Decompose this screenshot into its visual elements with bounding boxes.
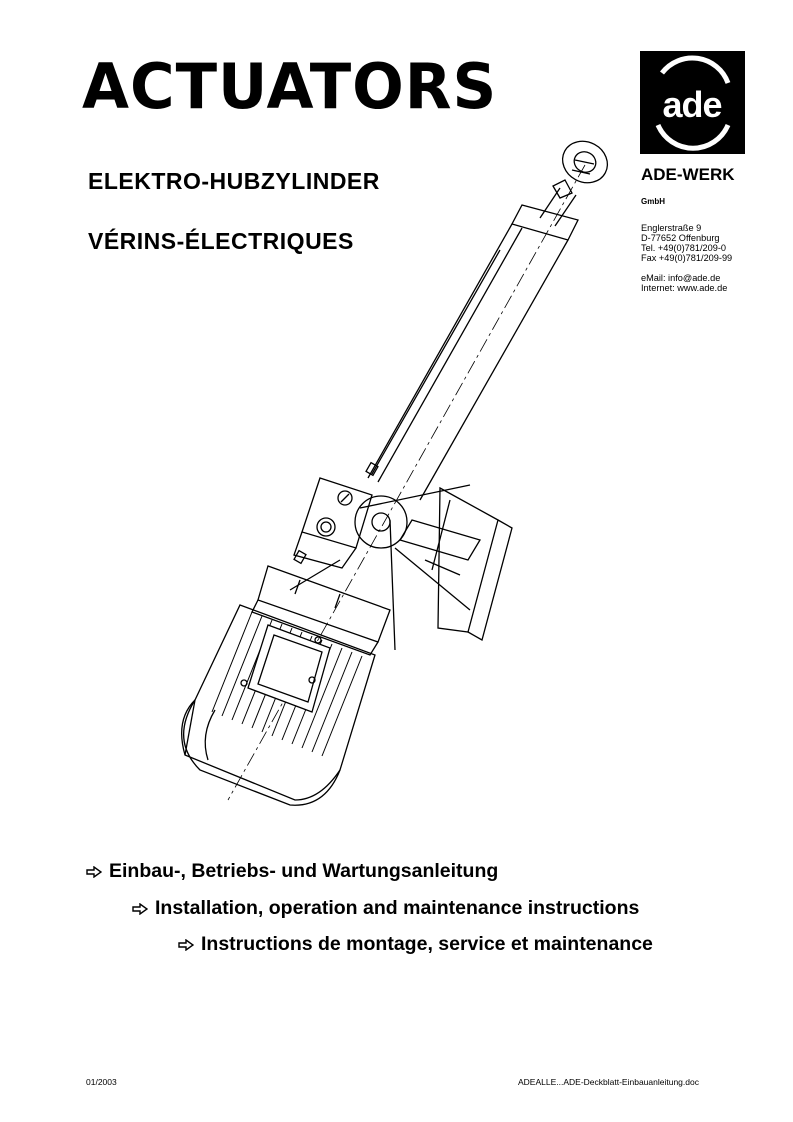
footer-filename: ADEALLE...ADE-Deckblatt-Einbauanleitung.doc <box>518 1077 699 1087</box>
instruction-line-german <box>86 860 498 883</box>
address-tel: Tel. +49(0)781/209-0 <box>641 243 727 253</box>
arrow-right-icon <box>178 939 194 951</box>
company-logo <box>640 51 745 154</box>
instruction-text: Installation, operation and maintenance instructions <box>155 897 640 919</box>
address-internet: Internet: www.ade.de <box>641 283 728 293</box>
arrow-right-icon <box>132 903 148 915</box>
logo-graphic <box>640 51 745 154</box>
arrow-right-icon <box>86 866 102 878</box>
electric-actuator-drawing <box>165 135 630 810</box>
subtitle-german: ELEKTRO-HUBZYLINDER <box>88 168 380 194</box>
address-fax: Fax +49(0)781/209-99 <box>641 253 733 263</box>
instruction-text: Einbau-, Betriebs- und Wartungsanleitung <box>109 860 499 882</box>
address-street: Englerstraße 9 <box>641 223 702 233</box>
company-form: GmbH <box>641 197 665 206</box>
instruction-line-french <box>178 933 653 956</box>
page-title: ACTUATORS <box>82 50 498 123</box>
logo-text: ade <box>662 84 722 125</box>
instruction-text: Instructions de montage, service et maintenance <box>201 933 653 955</box>
address-email: eMail: info@ade.de <box>641 273 721 283</box>
company-name: ADE-WERK <box>641 165 735 184</box>
footer-date: 01/2003 <box>86 1077 117 1087</box>
instruction-line-english <box>132 897 639 920</box>
address-city: D-77652 Offenburg <box>641 233 720 243</box>
subtitle-french: VÉRINS-ÉLECTRIQUES <box>88 228 354 254</box>
